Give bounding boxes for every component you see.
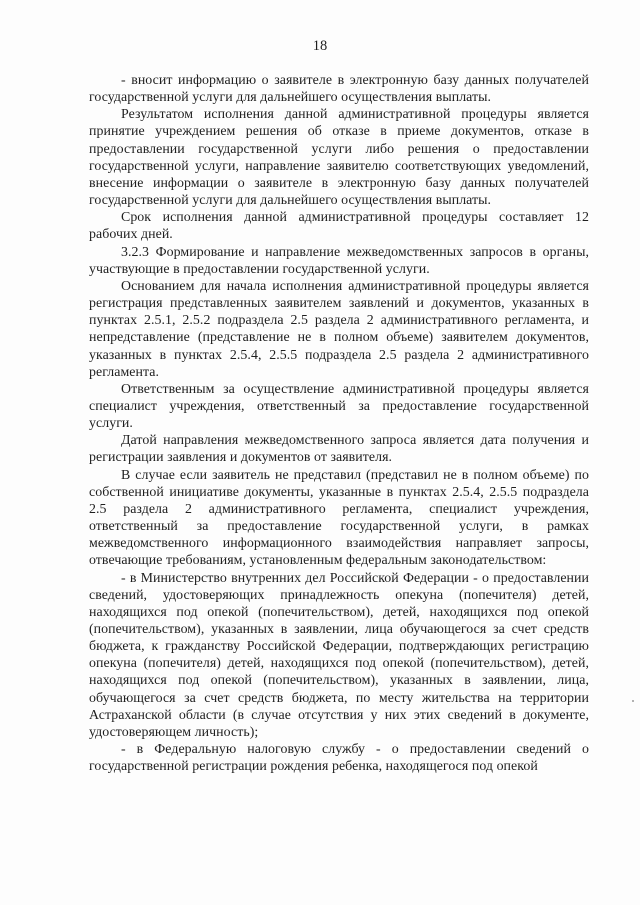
paragraph-procedure-result: Результатом исполнения данной административной процедуры является принятие учреждением решения об отказе в приеме документов, отказе в предоставлении государственной услуги либо решения о предоставлении государственной услуги, направление заявителю соответствующих уведомлений, внесение информации о заявителе в электронную базу данных получателей государственной услуги для дальнейшего осуществления выплаты. [89, 107, 589, 209]
paragraph-database-entry: - вносит информацию о заявителе в электронную базу данных получателей государственной услуги для дальнейшего осуществления выплаты. [89, 73, 589, 106]
section-heading-3-2-3: 3.2.3 Формирование и направление межведомственных запросов в органы, участвующие в предоставлении государственной услуги. [89, 244, 589, 277]
list-item-tax-service: - в Федеральную налоговую службу - о предоставлении сведений о государственной регистрации рождения ребенка, находящегося под опекой [89, 742, 589, 775]
document-body [89, 72, 589, 775]
paragraph-procedure-term: Срок исполнения данной административной процедуры составляет 12 рабочих дней. [89, 210, 589, 243]
paragraph-procedure-basis: Основанием для начала исполнения административной процедуры является регистрация представленных заявителем заявлений и документов, указанных в пунктах 2.5.1, 2.5.2 подраздела 2.5 раздела 2 административного регламента, и непредставление (представление не в полном объеме) заявителем документов, указанных в пунктах 2.5.4, 2.5.5 подраздела 2.5 раздела 2 административного регламента. [89, 278, 589, 380]
list-item-interior-ministry: - в Министерство внутренних дел Российской Федерации - о предоставлении сведений, удостоверяющих принадлежность опекуна (попечителя) детей, находящихся под опекой (попечительством), детей, находящихся под опекой (попечительством), указанных в заявлении, лица обучающегося за счет средств бюджета, к гражданству Российской Федерации, подтверждающих регистрацию опекуна (попечителя) детей, находящихся под опекой (попечительством), детей, находящихся под опекой (попечительством), указанных в заявлении, лица, обучающегося за счет средств бюджета, по месту жительства на территории Астраханской области (в случае отсутствия у них этих сведений в документе, удостоверяющем личность); [89, 570, 589, 740]
page-number: 18 [312, 38, 328, 54]
paragraph-request-date: Датой направления межведомственного запроса является дата получения и регистрации заявления и документов от заявителя. [89, 433, 589, 466]
scan-speck [632, 700, 634, 702]
paragraph-responsible-person: Ответственным за осуществление административной процедуры является специалист учреждения, ответственный за предоставление государственной услуги. [89, 381, 589, 432]
paragraph-interagency-requests: В случае если заявитель не представил (представил не в полном объеме) по собственной инициативе документы, указанные в пунктах 2.5.4, 2.5.5 подраздела 2.5 раздела 2 административного регламента, специалист учреждения, ответственный за предоставление государственной услуги, в рамках межведомственного информационного взаимодействия направляет запросы, отвечающие требованиям, установленным федеральным законодательством: [89, 467, 589, 569]
